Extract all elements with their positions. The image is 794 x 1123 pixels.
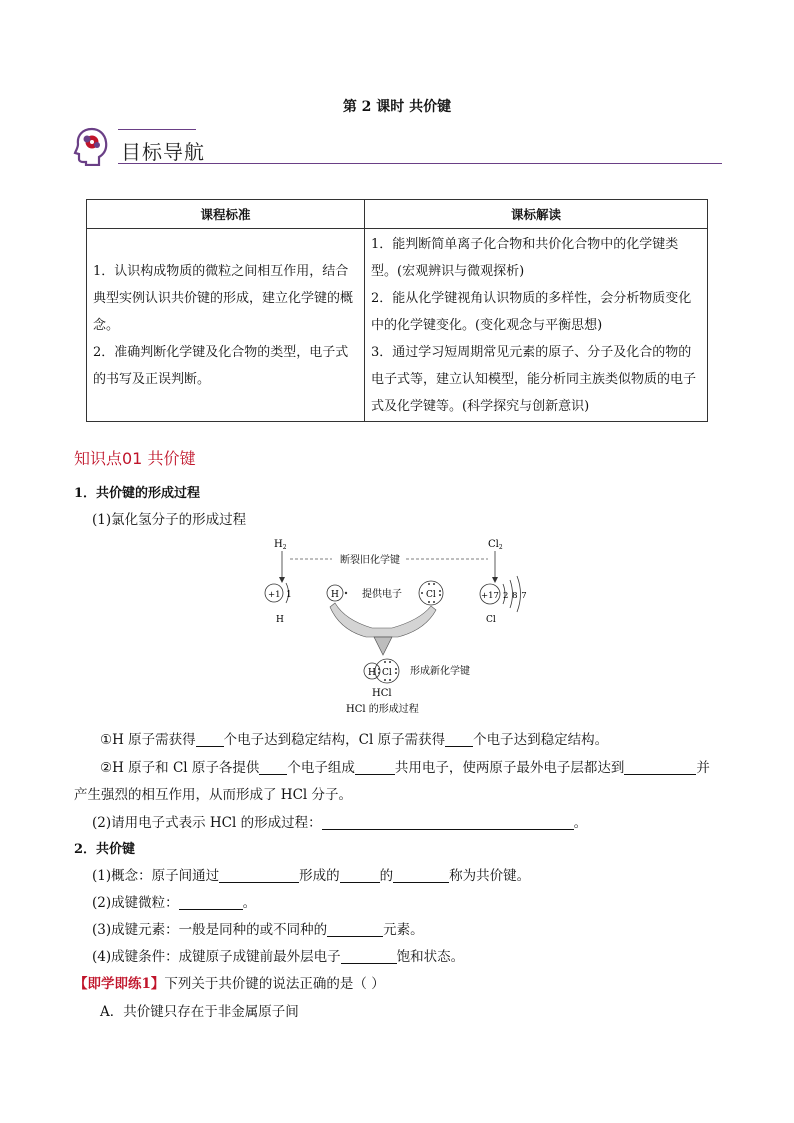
definition-line: (2)成键微粒： 。 — [92, 895, 257, 911]
hcl-cl-symbol: Cl — [382, 668, 392, 678]
answer-blank[interactable] — [355, 760, 395, 775]
merge-arrow — [374, 637, 392, 655]
question-line: 产生强烈的相互作用，从而形成了 HCl 分子。 — [74, 787, 353, 803]
break-bond-label: 断裂旧化学键 — [340, 555, 400, 566]
banner-label: 目标导航 — [121, 140, 205, 164]
answer-blank[interactable] — [445, 732, 473, 747]
knowledge-point-heading: 知识点01 共价键 — [74, 449, 196, 468]
standard-item: 2．准确判断化学键及化合物的类型，电子式的书写及正误判断。 — [93, 344, 349, 387]
cl2-arrow-head — [492, 577, 498, 583]
cl-shell-electrons: 2 8 7 — [503, 591, 528, 601]
hcl-h-symbol: H — [368, 668, 376, 678]
h-electron-dot — [345, 592, 347, 594]
answer-blank[interactable] — [219, 868, 299, 883]
cl-atom-label: Cl — [486, 615, 496, 625]
standard-item: 1．认识构成物质的微粒之间相互作用，结合典型实例认识共价键的形成，建立化学键的概念。 — [93, 263, 354, 333]
provide-electron-label: 提供电子 — [362, 589, 402, 600]
h-nucleus-charge: +1 — [268, 590, 281, 600]
h-symbol: H — [331, 590, 339, 600]
interpretation-item: 1．能判断简单离子化合物和共价化合物中的化学键类型。(宏观辨识与微观探析) — [371, 236, 679, 279]
section1-heading: 1．共价键的形成过程 — [74, 486, 201, 501]
h-atom-label: H — [276, 615, 284, 625]
exercise-question: 【即学即练1】下列关于共价键的说法正确的是（ ） — [74, 976, 385, 992]
question-line: ①H 原子需获得 个电子达到稳定结构，Cl 原子需获得 个电子达到稳定结构。 — [100, 732, 609, 748]
merge-shape — [330, 603, 436, 637]
new-bond-label: 形成新化学键 — [410, 666, 470, 677]
table-header: 课标解读 — [365, 200, 708, 229]
question-line: ②H 原子和 Cl 原子各提供 个电子组成 共用电子，使两原子最外电子层都达到 并 — [100, 760, 710, 776]
section2-heading: 2．共价键 — [74, 842, 136, 857]
cl-symbol: Cl — [426, 590, 436, 600]
answer-blank[interactable] — [322, 815, 574, 830]
cl-nucleus-charge: +17 — [481, 591, 499, 601]
interpretation-item: 3．通过学习短周期常见元素的原子、分子及化合的物的电子式等，建立认知模型，能分析同主族类似物质的电子式及化学键等。(科学探究与创新意识) — [371, 344, 697, 414]
question-line: (2)请用电子式表示 HCl 的形成过程： 。 — [92, 815, 588, 831]
exercise-option-a[interactable]: A．共价键只存在于非金属原子间 — [100, 1004, 299, 1020]
page-title: 第 2 课时 共价键 — [342, 99, 452, 115]
cl2-label: $Cl_2$ — [488, 539, 503, 551]
h2-label: $H_2$ — [274, 539, 287, 551]
answer-blank[interactable] — [624, 760, 696, 775]
table-header: 课程标准 — [87, 200, 365, 229]
hcl-label: HCl — [372, 688, 392, 699]
definition-line: (1)概念：原子间通过 形成的 的 称为共价键。 — [92, 868, 531, 884]
definition-line: (3)成键元素：一般是同种的或不同种的 元素。 — [92, 922, 424, 938]
diagram-caption: HCl 的形成过程 — [346, 704, 419, 715]
answer-blank[interactable] — [196, 732, 224, 747]
answer-blank[interactable] — [341, 949, 397, 964]
subsection-heading: (1)氯化氢分子的形成过程 — [92, 512, 247, 528]
exercise-label: 【即学即练1】 — [74, 976, 165, 992]
definition-line: (4)成键条件：成键原子成键前最外层电子 饱和状态。 — [92, 949, 465, 965]
answer-blank[interactable] — [393, 868, 449, 883]
answer-blank[interactable] — [340, 868, 380, 883]
answer-blank[interactable] — [259, 760, 287, 775]
h2-arrow-head — [279, 577, 285, 583]
answer-blank[interactable] — [179, 895, 243, 910]
interpretation-item: 2．能从化学键视角认识物质的多样性，会分析物质变化中的化学键变化。(变化观念与平衡思想) — [371, 290, 692, 333]
answer-blank[interactable] — [327, 922, 383, 937]
h-shell-electrons: 1 — [286, 590, 292, 600]
